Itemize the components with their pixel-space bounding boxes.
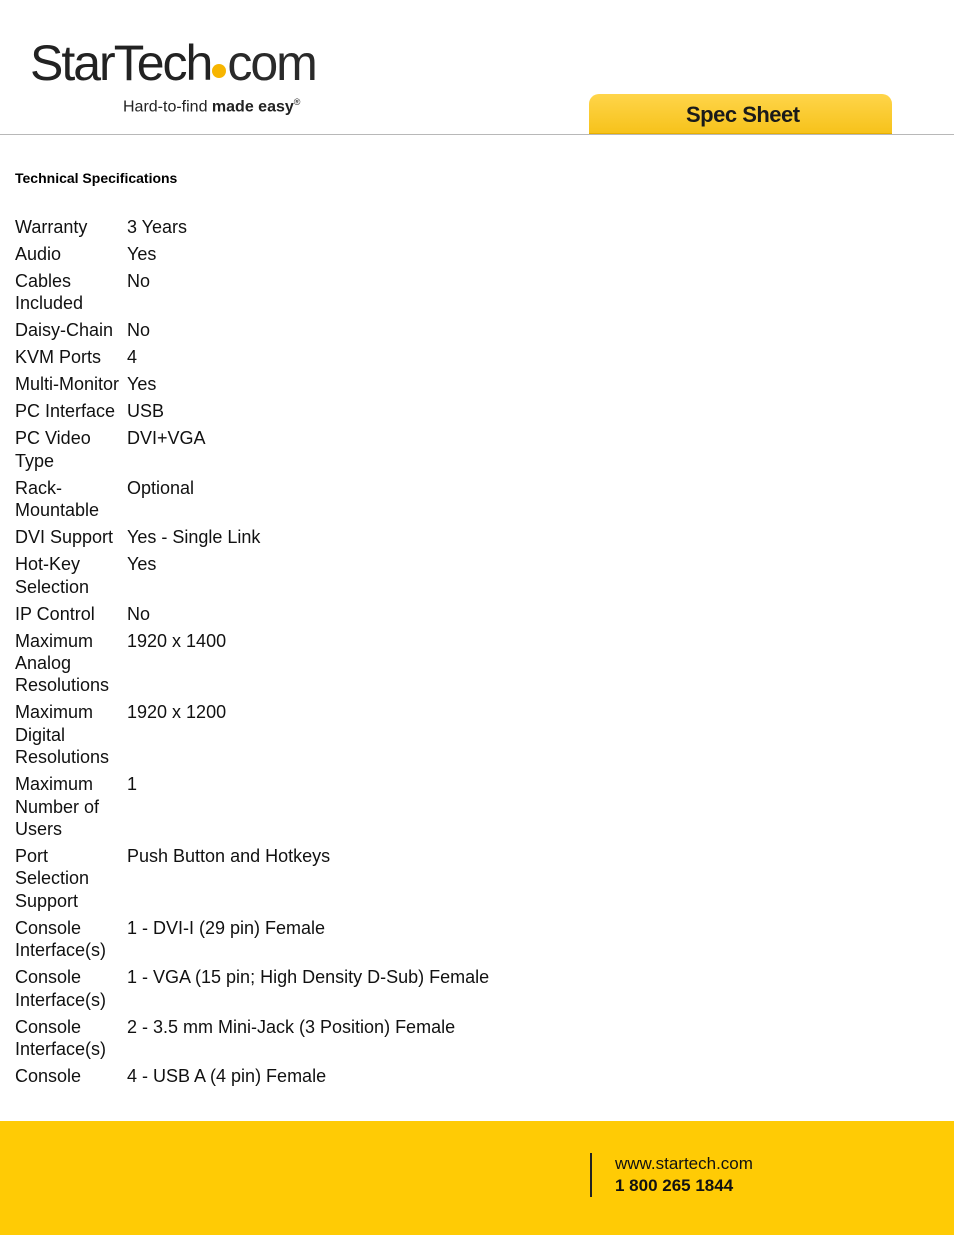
spec-row: [15, 630, 489, 702]
spec-row: [15, 917, 489, 966]
spec-value: Optional: [127, 477, 195, 498]
spec-value: 4 - USB A (4 pin) Female: [127, 1066, 327, 1087]
spec-table: [15, 216, 489, 1092]
spec-row: [15, 243, 489, 270]
page-header: [0, 0, 954, 135]
spec-row: [15, 427, 489, 476]
spec-sheet-tab: [589, 94, 892, 134]
spec-value: No: [127, 603, 151, 624]
spec-value: 1: [127, 774, 138, 795]
spec-label: IP Control: [15, 603, 95, 624]
phone-number: 1 800 265 1844: [615, 1176, 734, 1195]
spec-row: [15, 346, 489, 373]
footer-divider: [590, 1153, 592, 1197]
spec-label: PC Interface: [15, 401, 116, 422]
spec-value: 1 - DVI-I (29 pin) Female: [127, 917, 326, 938]
spec-label: Cables Included: [15, 271, 84, 314]
spec-value: Yes - Single Link: [127, 527, 261, 548]
website-link[interactable]: www.startech.com: [615, 1154, 753, 1173]
spec-value: 1920 x 1400: [127, 630, 227, 651]
spec-value: 1920 x 1200: [127, 702, 227, 723]
spec-label: Maximum Analog Resolutions: [15, 630, 110, 696]
spec-label: Maximum Digital Resolutions: [15, 702, 110, 768]
spec-label: Hot-Key Selection: [15, 554, 90, 597]
spec-label: Multi-Monitor: [15, 374, 120, 395]
spec-row: [15, 373, 489, 400]
spec-row: [15, 1016, 489, 1065]
spec-value: Yes: [127, 374, 157, 395]
spec-value: USB: [127, 401, 165, 422]
spec-row: [15, 845, 489, 917]
spec-row: [15, 526, 489, 553]
spec-row: [15, 966, 489, 1015]
spec-label: DVI Support: [15, 527, 114, 548]
spec-row: [15, 400, 489, 427]
spec-value: DVI+VGA: [127, 428, 206, 449]
spec-value: 2 - 3.5 mm Mini-Jack (3 Position) Female: [127, 1016, 456, 1037]
spec-label: Audio: [15, 244, 62, 264]
spec-value: 4: [127, 347, 138, 368]
spec-value: Push Button and Hotkeys: [127, 846, 331, 867]
spec-value: 1 - VGA (15 pin; High Density D-Sub) Female: [127, 967, 490, 988]
spec-row: [15, 270, 489, 319]
spec-value: Yes: [127, 244, 157, 264]
spec-row: [15, 701, 489, 773]
spec-label: PC Video Type: [15, 428, 91, 471]
logo-dot-icon: [212, 64, 226, 78]
spec-label: Console: [15, 1066, 82, 1087]
spec-value: Yes: [127, 554, 157, 575]
spec-value: No: [127, 320, 151, 341]
spec-label: Rack-Mountable: [15, 477, 100, 521]
spec-value: No: [127, 271, 151, 291]
spec-row: [15, 477, 489, 526]
page-footer: [0, 1121, 954, 1235]
logo-tagline: Hard-to-find made easy®: [123, 97, 301, 116]
spec-label: Console Interface(s): [15, 1016, 107, 1060]
spec-label: Port Selection Support: [15, 846, 90, 911]
spec-sheet-label: Spec Sheet: [686, 102, 800, 127]
spec-row: [15, 773, 489, 845]
section-title: Technical Specifications: [15, 170, 178, 186]
spec-label: Console Interface(s): [15, 967, 107, 1010]
startech-logo[interactable]: [30, 30, 320, 125]
spec-label: Daisy-Chain: [15, 320, 114, 341]
spec-row: [15, 216, 489, 243]
spec-label: KVM Ports: [15, 347, 102, 368]
spec-row: [15, 603, 489, 630]
spec-value: 3 Years: [127, 217, 188, 237]
spec-label: Warranty: [15, 217, 88, 237]
logo-wordmark: StarTech com: [30, 35, 316, 91]
spec-label: Console Interface(s): [15, 917, 107, 961]
spec-row: [15, 553, 489, 602]
spec-row: [15, 319, 489, 346]
spec-row: [15, 1065, 489, 1092]
spec-label: Maximum Number of Users: [15, 774, 100, 840]
